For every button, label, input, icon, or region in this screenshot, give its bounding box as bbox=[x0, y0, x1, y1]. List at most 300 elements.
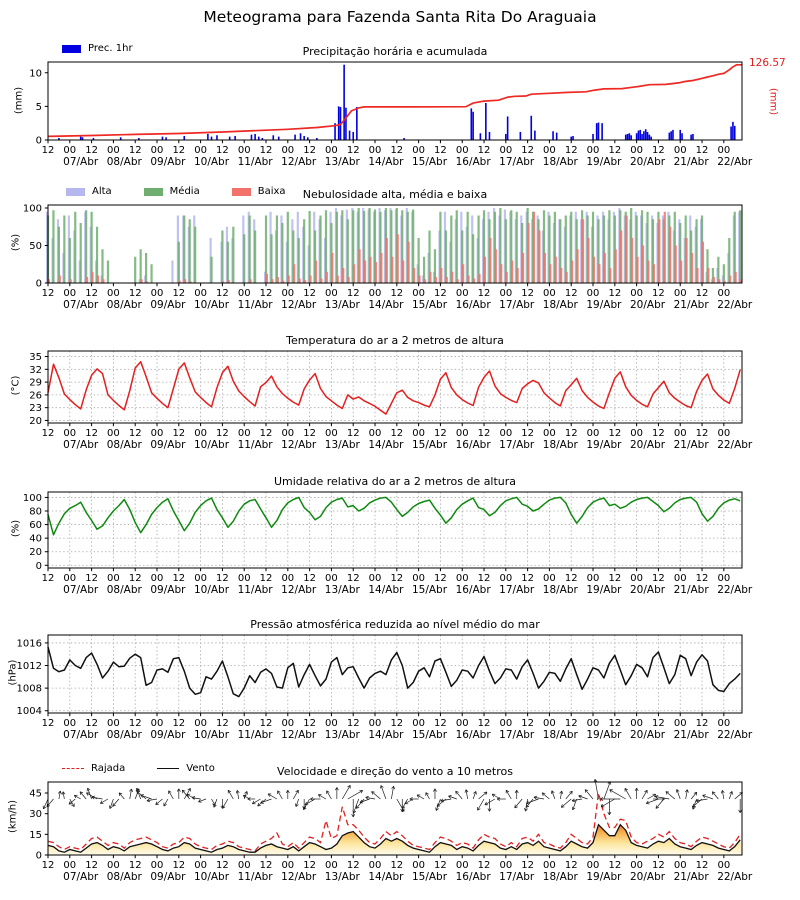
x-tick-label: 12 bbox=[521, 428, 534, 439]
cloud-bar-média bbox=[63, 216, 65, 284]
cloud-bar-baixa bbox=[331, 253, 333, 283]
x-tick-label: 12 bbox=[216, 573, 229, 584]
precip-bar bbox=[690, 135, 692, 140]
wind-direction-arrow-icon bbox=[366, 796, 375, 799]
cloud-bar-média bbox=[249, 216, 251, 284]
precip-bar bbox=[345, 108, 347, 140]
wind-direction-arrow-icon bbox=[156, 799, 163, 805]
wind-direction-arrow-icon bbox=[492, 794, 500, 799]
precip-bar bbox=[530, 116, 532, 140]
x-tick-label: 12 bbox=[303, 288, 316, 299]
x-tick-label: 12 bbox=[259, 860, 273, 871]
cloud-bar-baixa bbox=[522, 253, 524, 283]
vento-swatch-icon bbox=[157, 768, 179, 769]
x-tick-label: 12 bbox=[608, 573, 622, 584]
precip-bar bbox=[229, 137, 231, 140]
x-tick-label: 12 bbox=[259, 718, 273, 729]
cloud-bar-baixa bbox=[707, 268, 709, 283]
x-date-label: 16/Abr bbox=[455, 156, 491, 168]
cloud-bar-média bbox=[221, 231, 223, 284]
wind-direction-arrow-icon bbox=[109, 799, 113, 809]
x-tick-label: 00 bbox=[107, 573, 120, 584]
cloud-bar-baixa bbox=[364, 261, 366, 284]
wind-direction-arrow-icon bbox=[685, 790, 688, 799]
x-date-label: 07/Abr bbox=[63, 439, 99, 451]
x-date-label: 21/Abr bbox=[673, 156, 709, 168]
x-tick-label: 00 bbox=[630, 428, 643, 439]
x-tick-label: 00 bbox=[630, 145, 643, 156]
cloud-bar-baixa bbox=[473, 279, 475, 284]
x-tick-label: 00 bbox=[107, 428, 120, 439]
y-tick-label: 60 bbox=[29, 520, 42, 532]
x-tick-label: 12 bbox=[41, 718, 55, 729]
cloud-bar-baixa bbox=[636, 257, 638, 283]
x-date-label: 13/Abr bbox=[324, 584, 360, 596]
cloud-bar-média bbox=[303, 219, 305, 283]
precip-bar bbox=[300, 133, 302, 140]
wind-direction-arrow-icon bbox=[676, 789, 680, 799]
precip-bar bbox=[647, 132, 649, 140]
x-tick-label: 12 bbox=[564, 428, 578, 439]
precip-bar bbox=[211, 137, 213, 140]
precip-bar bbox=[534, 131, 536, 140]
y-tick-label: 15 bbox=[29, 829, 42, 841]
precip-bar bbox=[672, 130, 674, 140]
precip-bar bbox=[349, 131, 351, 140]
x-date-label: 15/Abr bbox=[411, 439, 448, 451]
precip-bar bbox=[572, 136, 574, 140]
x-tick-label: 00 bbox=[499, 573, 513, 584]
x-tick-label: 00 bbox=[150, 860, 164, 871]
cloud-bar-baixa bbox=[555, 257, 557, 283]
x-date-label: 14/Abr bbox=[368, 439, 404, 451]
x-tick-label: 12 bbox=[652, 573, 665, 584]
panel-title-humidity: Umidade relativa do ar a 2 metros de altura bbox=[273, 475, 517, 488]
x-date-label: 11/Abr bbox=[237, 584, 273, 596]
x-tick-label: 00 bbox=[673, 428, 687, 439]
wind-direction-arrow-icon bbox=[228, 790, 233, 799]
y-tick-label: 40 bbox=[29, 533, 42, 545]
x-tick-label: 00 bbox=[499, 860, 513, 871]
x-tick-label: 00 bbox=[717, 288, 731, 299]
x-tick-label: 00 bbox=[455, 860, 469, 871]
x-date-label: 08/Abr bbox=[106, 156, 142, 168]
x-tick-label: 00 bbox=[630, 718, 643, 729]
x-date-label: 21/Abr bbox=[673, 584, 709, 596]
cloud-bar-baixa bbox=[293, 264, 295, 283]
x-tick-label: 00 bbox=[194, 860, 207, 871]
plot-frame bbox=[48, 62, 742, 140]
x-tick-label: 00 bbox=[412, 288, 425, 299]
x-tick-label: 00 bbox=[455, 573, 469, 584]
wind-direction-arrow-icon bbox=[327, 791, 332, 799]
x-date-label: 20/Abr bbox=[629, 156, 666, 168]
cloud-bar-baixa bbox=[615, 249, 617, 283]
x-tick-label: 12 bbox=[521, 718, 534, 729]
x-tick-label: 00 bbox=[150, 145, 164, 156]
wind-direction-arrow-icon bbox=[497, 797, 506, 800]
y-tick-label: 0 bbox=[35, 278, 42, 290]
x-tick-label: 00 bbox=[237, 145, 251, 156]
cloud-bar-baixa bbox=[375, 262, 377, 283]
wind-direction-arrow-icon bbox=[113, 799, 119, 806]
x-tick-label: 00 bbox=[63, 288, 77, 299]
x-tick-label: 00 bbox=[107, 145, 120, 156]
y-tick-label: 100 bbox=[22, 492, 42, 504]
x-tick-label: 00 bbox=[630, 860, 643, 871]
x-tick-label: 00 bbox=[717, 145, 731, 156]
cloud-bar-baixa bbox=[391, 257, 393, 283]
cloud-bar-baixa bbox=[566, 272, 568, 283]
wind-direction-arrow-icon bbox=[192, 796, 201, 799]
wind-direction-arrow-icon bbox=[58, 791, 61, 799]
wind-direction-arrow-icon bbox=[405, 799, 413, 804]
x-tick-label: 12 bbox=[41, 428, 55, 439]
wind-direction-arrow-icon bbox=[473, 791, 476, 799]
wind-direction-arrow-icon bbox=[119, 793, 124, 799]
wind-direction-arrow-icon bbox=[286, 790, 289, 799]
x-tick-label: 00 bbox=[281, 573, 295, 584]
x-tick-label: 12 bbox=[477, 860, 491, 871]
y-tick-label: 1004 bbox=[16, 706, 42, 718]
x-tick-label: 12 bbox=[695, 573, 709, 584]
x-date-label: 14/Abr bbox=[368, 729, 404, 741]
cloud-bar-média bbox=[254, 231, 256, 284]
cloud-bar-baixa bbox=[500, 264, 502, 283]
wind-direction-arrow-icon bbox=[310, 797, 320, 800]
cloud-bar-baixa bbox=[549, 264, 551, 283]
wind-direction-arrow-icon bbox=[648, 794, 656, 799]
cloud-bar-baixa bbox=[538, 231, 540, 284]
cloud-bar-baixa bbox=[342, 268, 344, 283]
wind-direction-arrow-icon bbox=[164, 799, 168, 806]
legend-item-media bbox=[144, 186, 200, 197]
x-tick-label: 12 bbox=[128, 718, 142, 729]
plot-panel-5 bbox=[0, 782, 800, 885]
x-tick-label: 00 bbox=[673, 573, 687, 584]
x-date-label: 17/Abr bbox=[499, 871, 535, 883]
plot-panel-2 bbox=[0, 351, 800, 453]
precip-bar bbox=[216, 135, 218, 140]
cloud-bar-média bbox=[101, 249, 103, 283]
x-tick-label: 00 bbox=[107, 288, 120, 299]
x-tick-label: 12 bbox=[346, 573, 360, 584]
x-tick-label: 00 bbox=[325, 428, 338, 439]
precip-bar bbox=[480, 133, 482, 140]
cloud-bar-baixa bbox=[626, 216, 628, 284]
cloud-bar-baixa bbox=[277, 277, 279, 283]
x-tick-label: 00 bbox=[586, 428, 600, 439]
wind-direction-arrow-icon bbox=[515, 790, 518, 799]
cloud-bar-baixa bbox=[718, 279, 720, 283]
x-date-label: 15/Abr bbox=[411, 871, 448, 883]
x-tick-label: 12 bbox=[608, 718, 622, 729]
x-tick-label: 00 bbox=[455, 718, 469, 729]
precip-bar bbox=[162, 137, 164, 140]
x-tick-label: 00 bbox=[717, 718, 731, 729]
y-tick-label: 100 bbox=[22, 203, 42, 215]
panel-title-pressure: Pressão atmosférica reduzida ao nível médio do mar bbox=[250, 618, 540, 631]
cloud-bar-média bbox=[140, 249, 142, 283]
x-date-label: 12/Abr bbox=[281, 156, 317, 168]
cloud-bar-média bbox=[298, 238, 300, 283]
precip-bar bbox=[636, 133, 638, 140]
x-date-label: 16/Abr bbox=[455, 299, 491, 311]
x-tick-label: 00 bbox=[717, 860, 731, 871]
x-tick-label: 12 bbox=[172, 428, 186, 439]
cloud-bar-baixa bbox=[685, 238, 687, 283]
wind-direction-arrow-icon bbox=[729, 791, 732, 799]
x-tick-label: 12 bbox=[172, 573, 186, 584]
x-tick-label: 00 bbox=[325, 573, 338, 584]
wind-direction-arrow-icon bbox=[436, 799, 441, 811]
wind-direction-arrow-icon bbox=[721, 790, 724, 799]
x-tick-label: 00 bbox=[325, 145, 338, 156]
x-tick-label: 00 bbox=[237, 428, 251, 439]
y-tick-label: 1016 bbox=[16, 638, 42, 650]
precip-bar bbox=[641, 134, 643, 140]
x-tick-label: 00 bbox=[586, 860, 600, 871]
x-tick-label: 12 bbox=[477, 428, 491, 439]
panel-title-temperature: Temperatura do ar a 2 metros de altura bbox=[286, 334, 504, 347]
x-tick-label: 00 bbox=[543, 145, 556, 156]
x-tick-label: 12 bbox=[477, 573, 491, 584]
cloud-bar-baixa bbox=[299, 279, 301, 284]
wind-direction-arrow-icon bbox=[417, 795, 424, 799]
x-date-label: 10/Abr bbox=[193, 729, 230, 741]
wind-direction-arrow-icon bbox=[465, 790, 468, 799]
wind-direction-arrow-icon bbox=[293, 790, 298, 799]
wind-direction-arrow-icon bbox=[252, 799, 260, 804]
x-tick-label: 12 bbox=[216, 288, 229, 299]
x-tick-label: 12 bbox=[303, 860, 316, 871]
cloud-bar-baixa bbox=[691, 253, 693, 283]
wind-direction-arrow-icon bbox=[169, 791, 174, 799]
cloud-bar-média bbox=[309, 211, 311, 283]
y-tick-label: 20 bbox=[29, 415, 42, 427]
precip-bar bbox=[596, 123, 598, 140]
cloud-bar-baixa bbox=[271, 279, 273, 283]
precip-bar bbox=[254, 134, 256, 140]
cloud-bar-baixa bbox=[533, 212, 535, 283]
cloud-bar-média bbox=[52, 210, 54, 283]
x-tick-label: 12 bbox=[41, 573, 55, 584]
wind-direction-arrow-icon bbox=[222, 799, 227, 808]
legend-item-rajada bbox=[62, 763, 125, 774]
precip-bar bbox=[234, 136, 236, 140]
media-swatch-icon bbox=[144, 188, 163, 196]
cloud-bar-baixa bbox=[309, 276, 311, 284]
x-tick-label: 12 bbox=[216, 860, 229, 871]
cloud-bar-média bbox=[456, 210, 458, 283]
cloud-bar-média bbox=[467, 212, 469, 283]
cloud-bar-baixa bbox=[669, 227, 671, 283]
y-tick-label: 26 bbox=[29, 390, 42, 402]
x-date-label: 15/Abr bbox=[411, 299, 448, 311]
wind-direction-arrow-icon bbox=[80, 792, 86, 799]
wind-direction-arrow-icon bbox=[380, 785, 385, 799]
wind-direction-arrow-icon bbox=[610, 790, 626, 799]
cloud-bar-baixa bbox=[402, 261, 404, 284]
precip-bar bbox=[251, 135, 253, 140]
x-tick-label: 00 bbox=[63, 573, 77, 584]
wind-direction-arrow-icon bbox=[666, 792, 675, 799]
wind-direction-arrow-icon bbox=[655, 795, 669, 799]
wind-direction-arrow-icon bbox=[479, 792, 487, 799]
plot-panel-4 bbox=[0, 635, 800, 743]
cloud-bar-baixa bbox=[457, 279, 459, 283]
x-tick-label: 00 bbox=[412, 573, 425, 584]
precip-bar bbox=[650, 137, 652, 140]
x-tick-label: 00 bbox=[150, 428, 164, 439]
cloud-bar-média bbox=[58, 227, 60, 283]
x-tick-label: 00 bbox=[543, 288, 556, 299]
cloud-bar-média bbox=[336, 212, 338, 283]
legend-cloudiness bbox=[66, 186, 312, 197]
x-tick-label: 12 bbox=[695, 428, 709, 439]
x-date-label: 22/Abr bbox=[717, 299, 753, 311]
cloud-bar-média bbox=[270, 234, 272, 283]
cloud-bar-baixa bbox=[587, 238, 589, 283]
panel-title-cloudiness: Nebulosidade alta, média e baixa bbox=[302, 188, 488, 201]
precip-bar bbox=[592, 134, 594, 140]
precip-bar bbox=[489, 132, 491, 140]
x-date-label: 10/Abr bbox=[193, 299, 230, 311]
cloud-bar-média bbox=[723, 264, 725, 283]
plot-panel-1 bbox=[0, 205, 800, 313]
legend-wind bbox=[62, 763, 241, 774]
x-tick-label: 00 bbox=[194, 288, 207, 299]
cloud-bar-média bbox=[178, 242, 180, 283]
y-tick-label: 0 bbox=[35, 560, 42, 572]
y-tick-label: 1012 bbox=[16, 661, 42, 673]
cloud-bar-baixa bbox=[517, 268, 519, 283]
x-date-label: 19/Abr bbox=[586, 729, 622, 741]
x-date-label: 12/Abr bbox=[281, 729, 317, 741]
legend-item-prec1hr bbox=[62, 43, 133, 54]
x-date-label: 09/Abr bbox=[150, 439, 186, 451]
wind-direction-arrow-icon bbox=[534, 796, 544, 799]
x-date-label: 09/Abr bbox=[150, 156, 186, 168]
x-date-label: 18/Abr bbox=[542, 299, 578, 311]
x-date-label: 10/Abr bbox=[193, 584, 230, 596]
x-tick-label: 00 bbox=[455, 145, 469, 156]
cloud-bar-baixa bbox=[184, 279, 186, 283]
wind-direction-arrow-icon bbox=[426, 793, 430, 799]
wind-direction-arrow-icon bbox=[433, 789, 436, 799]
x-date-label: 15/Abr bbox=[411, 156, 448, 168]
cloud-bar-média bbox=[287, 212, 289, 283]
x-date-label: 14/Abr bbox=[368, 156, 404, 168]
wind-direction-arrow-icon bbox=[703, 795, 713, 799]
x-tick-label: 12 bbox=[434, 288, 447, 299]
baixa-swatch-icon bbox=[232, 188, 251, 196]
x-tick-label: 00 bbox=[281, 428, 295, 439]
x-tick-label: 00 bbox=[630, 573, 643, 584]
x-date-label: 07/Abr bbox=[63, 299, 99, 311]
x-tick-label: 12 bbox=[85, 145, 98, 156]
cloud-bar-baixa bbox=[527, 223, 529, 283]
cloud-bar-média bbox=[276, 216, 278, 284]
wind-direction-arrow-icon bbox=[129, 789, 132, 799]
x-tick-label: 12 bbox=[652, 860, 665, 871]
x-tick-label: 12 bbox=[564, 145, 578, 156]
cloud-bar-baixa bbox=[320, 279, 322, 284]
cloud-bar-baixa bbox=[631, 238, 633, 283]
x-tick-label: 00 bbox=[673, 145, 687, 156]
x-tick-label: 12 bbox=[390, 145, 404, 156]
wind-direction-arrow-icon bbox=[268, 794, 277, 799]
x-tick-label: 12 bbox=[477, 145, 491, 156]
cloud-bar-baixa bbox=[59, 276, 61, 284]
cloud-bar-média bbox=[85, 210, 87, 283]
precip-bar bbox=[643, 131, 645, 140]
legend-item-alta bbox=[66, 186, 112, 197]
x-tick-label: 00 bbox=[543, 428, 556, 439]
wind-direction-arrow-icon bbox=[391, 786, 394, 799]
precip-bar bbox=[278, 137, 280, 140]
x-date-label: 11/Abr bbox=[237, 729, 273, 741]
x-date-label: 21/Abr bbox=[673, 439, 709, 451]
x-tick-label: 12 bbox=[172, 860, 186, 871]
x-date-label: 12/Abr bbox=[281, 871, 317, 883]
x-tick-label: 12 bbox=[608, 428, 622, 439]
precip-bar bbox=[570, 137, 572, 140]
wind-direction-arrow-icon bbox=[449, 795, 457, 799]
x-date-label: 14/Abr bbox=[368, 584, 404, 596]
cloud-bar-média bbox=[227, 242, 229, 283]
cloud-bar-baixa bbox=[576, 249, 578, 283]
cloud-bar-baixa bbox=[140, 279, 142, 283]
x-date-label: 07/Abr bbox=[63, 729, 99, 741]
y-tick-label: 10 bbox=[29, 68, 42, 80]
x-tick-label: 00 bbox=[237, 288, 251, 299]
x-tick-label: 12 bbox=[216, 428, 229, 439]
precip-bar bbox=[645, 129, 647, 140]
precip-bar bbox=[472, 112, 474, 140]
y-tick-label: 23 bbox=[29, 403, 42, 415]
cloud-bar-média bbox=[74, 212, 76, 283]
y-tick-label: 80 bbox=[29, 506, 42, 518]
x-tick-label: 12 bbox=[259, 145, 273, 156]
cloud-bar-baixa bbox=[326, 272, 328, 283]
precip-bar bbox=[520, 132, 522, 140]
cloud-bar-baixa bbox=[249, 279, 251, 283]
wind-direction-arrow-icon bbox=[566, 791, 573, 799]
x-date-label: 07/Abr bbox=[63, 156, 99, 168]
yaxis-unit-precipitation: (mm) bbox=[13, 86, 25, 115]
precip-bar bbox=[625, 135, 627, 140]
wind-direction-arrow-icon bbox=[572, 799, 582, 802]
wind-direction-arrow-icon bbox=[735, 792, 743, 799]
cloud-bar-média bbox=[107, 261, 109, 284]
plot-frame bbox=[48, 492, 742, 568]
x-tick-label: 00 bbox=[194, 573, 207, 584]
x-date-label: 18/Abr bbox=[542, 871, 578, 883]
x-tick-label: 12 bbox=[346, 288, 360, 299]
wind-direction-arrow-icon bbox=[410, 797, 419, 800]
y-tick-label: 5 bbox=[35, 101, 42, 113]
precip-bar bbox=[649, 135, 651, 140]
cloud-bar-baixa bbox=[418, 276, 420, 284]
cloud-bar-baixa bbox=[288, 276, 290, 284]
x-tick-label: 12 bbox=[521, 573, 534, 584]
cloud-bar-baixa bbox=[386, 238, 388, 283]
precip-bar bbox=[669, 133, 671, 140]
x-tick-label: 12 bbox=[303, 428, 316, 439]
cloud-bar-média bbox=[319, 216, 321, 284]
x-tick-label: 00 bbox=[325, 288, 338, 299]
